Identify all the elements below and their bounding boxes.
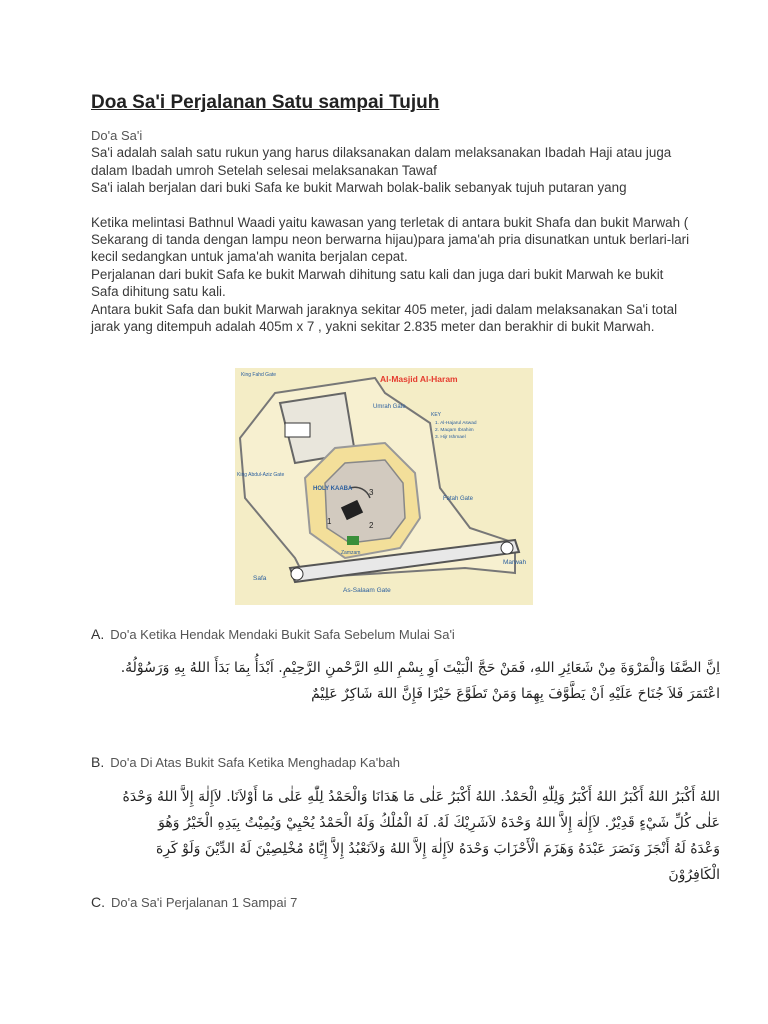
arabic-line: وَعْدَهُ لَهُ أَنْجَزَ وَنَصَرَ عَبْدَهُ وَهَزَمَ الْأَحْزَابَ وَحْدَهُ لاَإِلٰهَ إِلاَّ اللهُ وَلاَنَعْبُدُ إِلاَّ إِيَّاهُ مُخْلِصِيْنَ لَهُ الدِّيْنَ وَلَوْ كَرِهَ: [155, 841, 720, 857]
pillars: [285, 423, 310, 437]
map-key-title: KEY: [431, 412, 442, 418]
section-letter: C.: [91, 894, 105, 910]
map-number: 3: [369, 488, 374, 497]
arabic-line: عَلٰى كُلِّ شَيْءٍ قَدِيْرٌ. لاَإِلٰهَ إِلاَّ اللهُ وَحْدَهُ لاَشَرِيْكَ لَهُ. لَهُ الْمُلْكُ وَلَهُ الْحَمْدُ يُحْيِيْ وَيُمِيْتُ بِيَدِهِ الْخَيْرُ وَهُوَ: [158, 815, 720, 831]
arabic-line: الْكَافِرُوْنَ: [668, 867, 720, 883]
section-b-heading: [91, 754, 400, 770]
arabic-prayer-b: [80, 784, 720, 888]
intro-text: [91, 127, 691, 335]
page-title: Doa Sa'i Perjalanan Satu sampai Tujuh: [91, 92, 440, 113]
section-title: Do'a Sa'i Perjalanan 1 Sampai 7: [111, 895, 298, 910]
section-letter: B.: [91, 754, 105, 770]
haram-map-image: [235, 368, 533, 605]
map-number: 2: [369, 521, 374, 530]
paragraph: Ketika melintasi Bathnul Waadi yaitu kawasan yang terletak di antara bukit Shafa dan bukit Marwah ( Sekarang di tanda dengan lampu neon berwarna hijau)para jama'ah pria disunatkan untuk berlari-lari kecil sedangkan untuk jama'ah wanita berjalan cepat.: [91, 214, 690, 265]
map-label: Zamzam: [341, 550, 361, 556]
marwah-marker: [501, 542, 513, 554]
arabic-line: اِنَّ الصَّفَا وَالْمَرْوَةَ مِنْ شَعَائِرِ اللهِ، فَمَنْ حَجَّ الْبَيْتَ اَوِ بِسْمِ اللهِ الرَّحْمنِ الرَّحِيْمِ. اَبْدَأُ بِمَا بَدَأَ اللهُ بِهِ وَرَسُوْلُهُ.: [120, 660, 720, 676]
paragraph: Do'a Sa'i: [91, 128, 143, 143]
map-label: King Fahd Gate: [241, 372, 277, 378]
map-key-item: 3. Hijr Ishmael: [435, 435, 466, 440]
zamzam-marker: [347, 536, 359, 545]
paragraph: Sa'i adalah salah satu rukun yang harus dilaksanakan dalam melaksanakan Ibadah Haji atau juga dalam Ibadah umroh Setelah selesai melaksanakan Tawaf: [91, 145, 672, 178]
spacer: [91, 197, 691, 214]
arabic-line: اعْتَمَرَ فَلاَ جُنَاحَ عَلَيْهِ اَنْ يَطَّوَّفَ بِهِمَا وَمَنْ تَطَوَّعَ خَيْرًا فَإِنَّ اللهَ شَاكِرٌ عَلِيْمٌ: [311, 686, 720, 702]
paragraph: Antara bukit Safa dan bukit Marwah jaraknya sekitar 405 meter, jadi dalam melaksanakan Sa'i total jarak yang ditempuh adalah 405m x 7 , yakni sekitar 2.835 meter dan berakhir di bukit Marwah.: [91, 301, 678, 335]
map-label: Safa: [253, 575, 267, 582]
map-label: King Abdul-Aziz Gate: [237, 472, 285, 478]
map-title: Al-Masjid Al-Haram: [380, 374, 458, 384]
map-number: 1: [327, 517, 332, 526]
section-title: Do'a Di Atas Bukit Safa Ketika Menghadap Ka'bah: [110, 755, 400, 770]
map-key-item: 2. Maqam Ibrahim: [435, 428, 474, 433]
map-label: HOLY KAABA: [313, 486, 353, 492]
map-label: As-Salaam Gate: [343, 587, 391, 594]
safa-marker: [291, 568, 303, 580]
paragraph: Sa'i ialah berjalan dari buki Safa ke bukit Marwah bolak-balik sebanyak tujuh putaran yang: [91, 180, 627, 196]
map-label: Marwah: [503, 559, 527, 566]
mataf-floor: [325, 460, 405, 543]
section-letter: A.: [91, 626, 105, 642]
section-title: Do'a Ketika Hendak Mendaki Bukit Safa Sebelum Mulai Sa'i: [110, 627, 455, 642]
map-label: Umrah Gate: [373, 404, 406, 410]
arabic-line: اللهُ أَكْبَرُ اللهُ أَكْبَرُ اللهُ أَكْبَرُ وَلِلّٰهِ الْحَمْدُ. اللهُ أَكْبَرُ عَلٰى مَا هَدَانَا وَالْحَمْدُ لِلّٰهِ عَلٰى مَا أَوْلاَنَا. لاَإِلٰهَ إِلاَّ اللهُ وَحْدَهُ: [122, 789, 720, 805]
map-label: Fatah Gate: [443, 496, 474, 502]
map-key-item: 1. Al-Hajarul Aswad: [435, 421, 477, 426]
paragraph: Perjalanan dari bukit Safa ke bukit Marwah dihitung satu kali dan juga dari bukit Marwah ke bukit Safa dihitung satu kali.: [91, 266, 664, 300]
section-a-heading: [91, 626, 455, 642]
arabic-prayer-a: [80, 655, 720, 707]
section-c-heading: [91, 894, 297, 910]
